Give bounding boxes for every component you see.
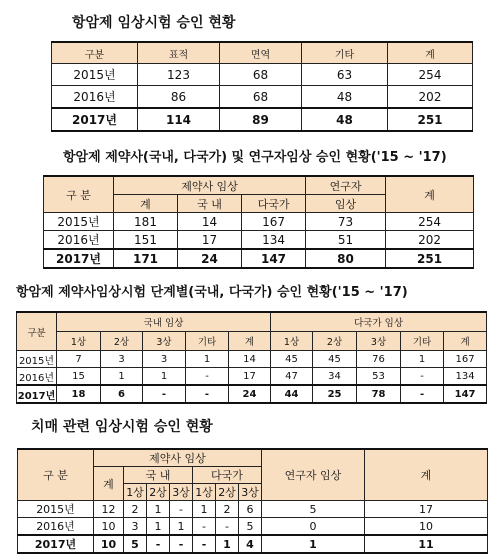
- table-cell: 17: [229, 368, 271, 386]
- table-header-row: [44, 176, 474, 195]
- table-header-row: [52, 42, 473, 64]
- table-cell: 167: [444, 351, 487, 368]
- table-row: [18, 535, 488, 553]
- col-header: 연구자: [306, 176, 386, 195]
- table-header-row: [17, 312, 487, 332]
- table-cell: 7: [57, 351, 101, 368]
- table-cell: 51: [306, 231, 386, 250]
- table-cell: 254: [388, 64, 473, 86]
- col-header: 3상: [170, 484, 193, 501]
- row-label: 2015년: [18, 501, 94, 518]
- col-header: 2상: [313, 332, 357, 351]
- table-cell: 53: [357, 368, 401, 386]
- row-label: 2015년: [44, 213, 114, 231]
- table-cell: 3: [101, 351, 143, 368]
- col-header: 다국가 임상: [271, 312, 487, 332]
- dementia-approval-table: [17, 448, 488, 554]
- col-header: 계: [386, 176, 474, 213]
- table-row: [18, 518, 488, 536]
- col-header: 계: [365, 449, 488, 501]
- row-label: 2016년: [17, 368, 57, 386]
- col-header: 2상: [101, 332, 143, 351]
- pharma-researcher-table: [43, 175, 474, 269]
- table-row: [52, 108, 473, 131]
- table-cell: 1: [216, 535, 239, 553]
- table-cell: 48: [302, 108, 388, 131]
- table-cell: 181: [114, 213, 178, 231]
- row-label: 2015년: [52, 64, 138, 86]
- table-row: [17, 368, 487, 386]
- table-cell: -: [143, 385, 186, 403]
- col-header: 임상: [306, 195, 386, 213]
- phase-approval-table: [16, 311, 487, 404]
- table-cell: 4: [239, 535, 262, 553]
- table-cell: 17: [178, 231, 242, 250]
- col-header: 기타: [302, 42, 388, 64]
- col-header: 2상: [216, 484, 239, 501]
- table-cell: 2: [216, 501, 239, 518]
- table-cell: 5: [124, 535, 147, 553]
- table-cell: 167: [242, 213, 306, 231]
- col-header: 국내 임상: [57, 312, 271, 332]
- table-cell: 89: [220, 108, 302, 131]
- table-cell: 10: [94, 535, 124, 553]
- table-cell: 123: [138, 64, 220, 86]
- table-cell: 10: [365, 518, 488, 536]
- section4-title: 치매 관련 임상시험 승인 현황: [31, 419, 213, 435]
- table-cell: 68: [220, 64, 302, 86]
- table-cell: 45: [313, 351, 357, 368]
- table-cell: 14: [229, 351, 271, 368]
- table-row: [52, 86, 473, 109]
- col-header: 제약사 임상: [114, 176, 306, 195]
- col-header: 기타: [186, 332, 229, 351]
- table-cell: 151: [114, 231, 178, 250]
- col-header: 3상: [143, 332, 186, 351]
- table-cell: 114: [138, 108, 220, 131]
- table-cell: 1: [101, 368, 143, 386]
- table-cell: 34: [313, 368, 357, 386]
- table-cell: 47: [271, 368, 313, 386]
- col-header: 구 분: [44, 176, 114, 213]
- col-header: 국 내: [178, 195, 242, 213]
- row-label: 2015년: [17, 351, 57, 368]
- table-cell: 5: [262, 501, 365, 518]
- row-label: 2017년: [52, 108, 138, 131]
- col-header: 2상: [147, 484, 170, 501]
- row-label: 2017년: [18, 535, 94, 553]
- table-cell: 0: [262, 518, 365, 536]
- table-cell: 18: [57, 385, 101, 403]
- table-cell: 3: [143, 351, 186, 368]
- table-row: [44, 231, 474, 250]
- row-label: 2017년: [44, 249, 114, 268]
- col-header: 구 분: [18, 449, 94, 501]
- table-cell: 12: [94, 501, 124, 518]
- col-header: 계: [229, 332, 271, 351]
- table-cell: -: [216, 518, 239, 536]
- table-cell: 251: [386, 249, 474, 268]
- table-cell: 1: [262, 535, 365, 553]
- table-cell: 63: [302, 64, 388, 86]
- table-row: [52, 64, 473, 86]
- table-row: [18, 501, 488, 518]
- table-cell: 134: [444, 368, 487, 386]
- table-cell: 251: [388, 108, 473, 131]
- table-cell: 6: [101, 385, 143, 403]
- table-cell: 1: [147, 518, 170, 536]
- table-cell: -: [401, 385, 444, 403]
- col-header: 연구자 임상: [262, 449, 365, 501]
- col-header: 계: [94, 467, 124, 501]
- table-cell: 11: [365, 535, 488, 553]
- table-row: [17, 351, 487, 368]
- table-cell: 2: [124, 501, 147, 518]
- table-cell: 25: [313, 385, 357, 403]
- table-cell: 45: [271, 351, 313, 368]
- table-cell: 1: [193, 501, 216, 518]
- col-header: 기타: [401, 332, 444, 351]
- table-cell: 147: [242, 249, 306, 268]
- table-cell: 24: [178, 249, 242, 268]
- table-cell: -: [170, 501, 193, 518]
- table-cell: 17: [365, 501, 488, 518]
- table-cell: 73: [306, 213, 386, 231]
- table-cell: 171: [114, 249, 178, 268]
- table-cell: 147: [444, 385, 487, 403]
- col-header: 1상: [57, 332, 101, 351]
- table-cell: -: [186, 385, 229, 403]
- col-header: 계: [444, 332, 487, 351]
- table-row: [44, 249, 474, 268]
- table-cell: 48: [302, 86, 388, 109]
- table-cell: 6: [239, 501, 262, 518]
- table-cell: 78: [357, 385, 401, 403]
- table-cell: 1: [147, 501, 170, 518]
- table-cell: -: [193, 518, 216, 536]
- table-cell: 1: [170, 518, 193, 536]
- table-cell: 254: [386, 213, 474, 231]
- col-header: 계: [388, 42, 473, 64]
- col-header: 1상: [271, 332, 313, 351]
- table-header-row: [18, 449, 488, 467]
- table-cell: 1: [401, 351, 444, 368]
- col-header: 1상: [124, 484, 147, 501]
- section2-title: 항암제 제약사(국내, 다국가) 및 연구자임상 승인 현황('15 ~ '17): [63, 150, 447, 165]
- table-row: [44, 213, 474, 231]
- section1-title: 항암제 임상시험 승인 현황: [72, 15, 236, 31]
- table-cell: -: [147, 535, 170, 553]
- table-cell: 1: [186, 351, 229, 368]
- table-cell: 202: [388, 86, 473, 109]
- table-row: [17, 385, 487, 403]
- table-cell: 5: [239, 518, 262, 536]
- col-header: 제약사 임상: [94, 449, 262, 467]
- table-cell: 24: [229, 385, 271, 403]
- table-cell: 80: [306, 249, 386, 268]
- table-cell: 10: [94, 518, 124, 536]
- table-cell: 14: [178, 213, 242, 231]
- row-label: 2017년: [17, 385, 57, 403]
- table-cell: 76: [357, 351, 401, 368]
- table-cell: -: [186, 368, 229, 386]
- table-header-row: [17, 332, 487, 351]
- col-header: 면역: [220, 42, 302, 64]
- col-header: 구분: [17, 312, 57, 351]
- table-cell: 86: [138, 86, 220, 109]
- table-cell: 68: [220, 86, 302, 109]
- col-header: 3상: [239, 484, 262, 501]
- col-header: 1상: [193, 484, 216, 501]
- col-header: 다국가: [193, 467, 262, 484]
- oncology-approval-table: [51, 41, 473, 132]
- col-header: 다국가: [242, 195, 306, 213]
- row-label: 2016년: [18, 518, 94, 536]
- row-label: 2016년: [52, 86, 138, 109]
- table-cell: 15: [57, 368, 101, 386]
- col-header: 구분: [52, 42, 138, 64]
- col-header: 3상: [357, 332, 401, 351]
- col-header: 표적: [138, 42, 220, 64]
- table-cell: 1: [143, 368, 186, 386]
- row-label: 2016년: [44, 231, 114, 250]
- table-cell: 3: [124, 518, 147, 536]
- col-header: 국 내: [124, 467, 193, 484]
- table-cell: -: [170, 535, 193, 553]
- col-header: 계: [114, 195, 178, 213]
- section3-title: 항암제 제약사임상시험 단계별(국내, 다국가) 승인 현황('15 ~ '17): [16, 285, 408, 300]
- table-cell: -: [401, 368, 444, 386]
- table-cell: 134: [242, 231, 306, 250]
- table-cell: -: [193, 535, 216, 553]
- table-cell: 44: [271, 385, 313, 403]
- table-cell: 202: [386, 231, 474, 250]
